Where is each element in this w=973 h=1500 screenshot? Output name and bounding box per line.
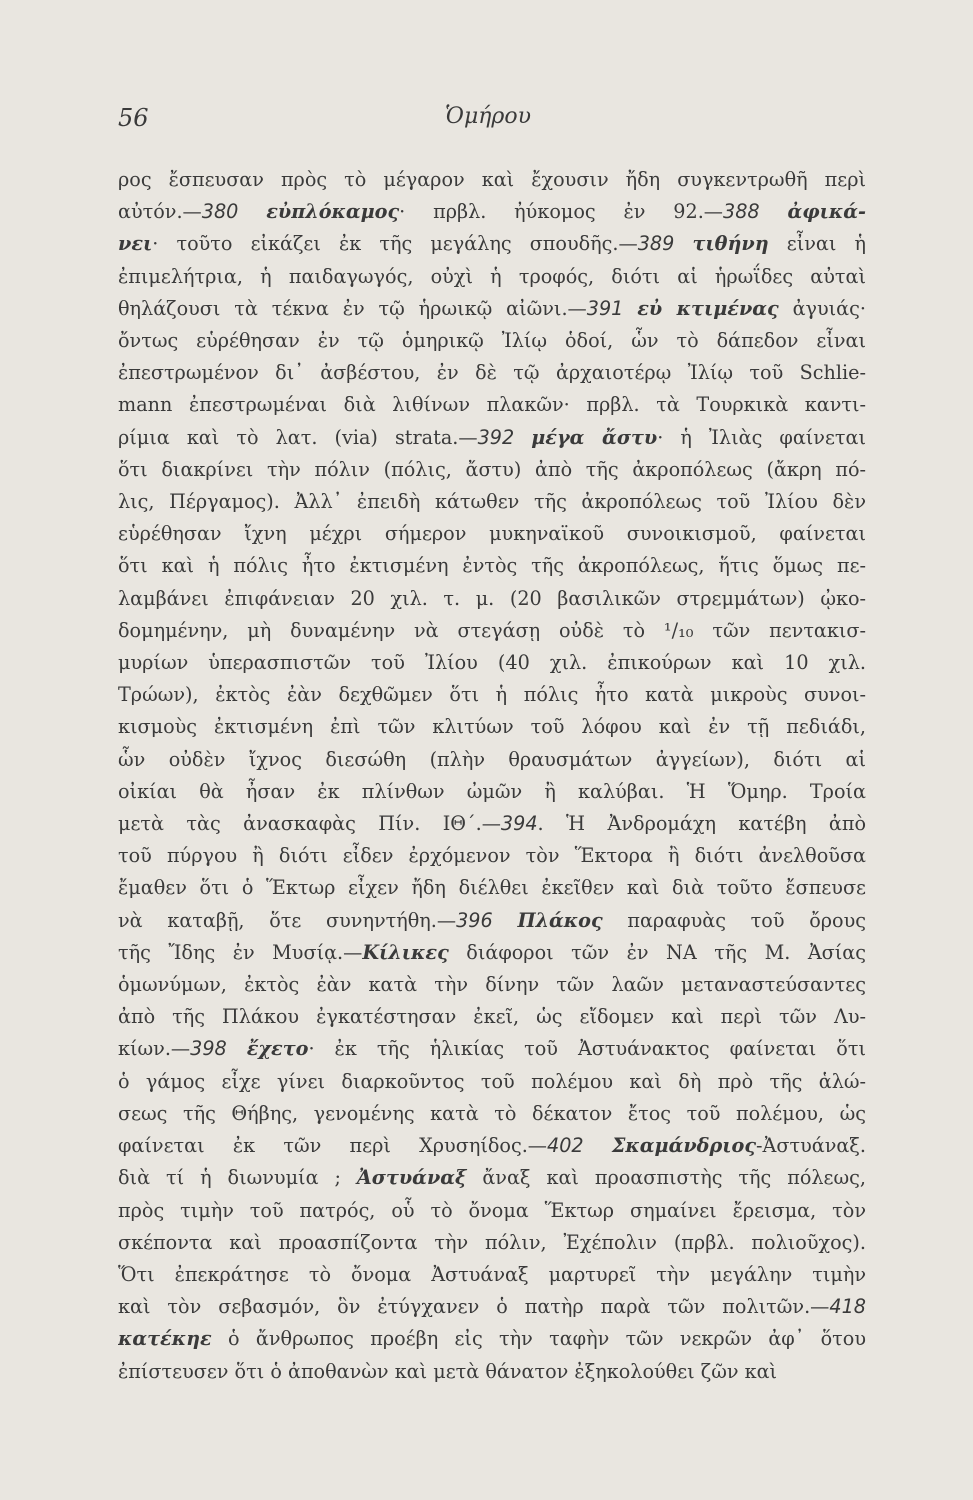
text-segment: παραφυὰς τοῦ ὄρους xyxy=(602,908,866,932)
text-segment: ρίμια καὶ τὸ λατ. (via) strata.— xyxy=(118,425,478,449)
text-segment: λις, Πέργαμος). Ἀλλ᾽ ἐπειδὴ κάτωθεν τῆς ἀκροπόλεως τοῦ Ἰλίου δὲν xyxy=(118,490,866,514)
text-line xyxy=(118,711,866,743)
text-segment: φαίνεται ἐκ τῶν περὶ Χρυσηίδος.— xyxy=(118,1134,547,1158)
text-line xyxy=(118,228,866,260)
text-line xyxy=(118,840,866,872)
text-segment: κίων.— xyxy=(118,1037,191,1061)
text-segment: αὐτόν.— xyxy=(118,200,202,224)
text-line xyxy=(118,1259,866,1291)
text-segment: εὑρέθησαν ἴχνη μέχρι σήμερον μυκηναϊκοῦ συνοικισμοῦ, φαίνεται xyxy=(118,522,866,546)
line-reference-number: 392 xyxy=(477,425,515,449)
line-reference-number: 398 xyxy=(190,1037,227,1061)
text-segment: ὁ ἄνθρωπος προέβη εἰς τὴν ταφὴν τῶν νεκρῶν ἀφ᾽ ὅτου xyxy=(211,1327,866,1351)
line-reference-number: 389 xyxy=(637,232,675,256)
text-line xyxy=(118,518,866,550)
text-segment: δομημένην, μὴ δυναμένην νὰ στεγάσῃ οὐδὲ τὸ ¹/₁₀ τῶν πεντακισ- xyxy=(118,618,866,642)
text-line xyxy=(118,1323,866,1355)
text-line xyxy=(118,196,866,228)
text-segment: θηλάζουσι τὰ τέκνα ἐν τῷ ἡρωικῷ αἰῶνι.— xyxy=(118,296,587,320)
text-segment: ρος ἔσπευσαν πρὸς τὸ μέγαρον καὶ ἔχουσιν ἤδη συγκεντρωθῆ περὶ xyxy=(118,168,866,191)
page-number: 56 xyxy=(118,104,149,132)
text-segment: ἐπιμελήτρια, ἡ παιδαγωγός, οὐχὶ ἡ τροφός, διότι αἱ ἡρωΐδες αὐταὶ xyxy=(118,264,866,288)
text-segment: λαμβάνει ἐπιφάνειαν 20 χιλ. τ. μ. (20 βασιλικῶν στρεμμάτων) ᾠκο- xyxy=(118,586,866,610)
line-reference-number: 391 xyxy=(586,296,624,320)
text-line xyxy=(118,1130,866,1162)
text-line xyxy=(118,583,866,615)
text-segment: ὄντως εὑρέθησαν ἐν τῷ ὁμηρικῷ Ἰλίῳ ὁδοί, ὧν τὸ δάπεδον εἶναι xyxy=(118,329,866,353)
text-line xyxy=(118,872,866,904)
text-line xyxy=(118,454,866,486)
text-segment: ἀγυιάς· xyxy=(778,296,866,320)
text-line xyxy=(118,776,866,808)
text-segment: ἄναξ καὶ προασπιστὴς τῆς πόλεως, xyxy=(466,1166,866,1190)
lemma-term: ἀφικά- xyxy=(787,200,866,224)
text-segment: Τρώων), ἐκτὸς ἐὰν δεχθῶμεν ὅτι ἡ πόλις ἦτο κατὰ μικροὺς συνοι- xyxy=(118,683,866,707)
text-segment xyxy=(227,1037,247,1060)
lemma-term: νει xyxy=(118,232,153,256)
text-segment: ὧν οὐδὲν ἴχνος διεσώθη (πλὴν θραυσμάτων ἀγγείων), διότι αἱ xyxy=(118,747,866,771)
text-line xyxy=(118,808,866,840)
lemma-term: ἔχετο xyxy=(246,1037,309,1061)
text-segment: νὰ καταβῇ, ὅτε συνηντήθη.— xyxy=(118,908,457,932)
commentary-text xyxy=(118,164,866,1388)
text-line xyxy=(118,550,866,582)
text-line xyxy=(118,1098,866,1130)
lemma-term: Πλάκος xyxy=(517,908,603,932)
text-line xyxy=(118,293,866,325)
line-reference-number: 402 xyxy=(546,1134,584,1158)
text-segment: ὁμωνύμων, ἐκτὸς ἐὰν κατὰ τὴν δίνην τῶν λαῶν μεταναστεύσαντες xyxy=(118,973,866,997)
text-segment: mann ἐπεστρωμέναι διὰ λιθίνων πλακῶν· πρβλ. τὰ Τουρκικὰ καντι- xyxy=(118,393,866,417)
text-segment: καὶ τὸν σεβασμόν, ὃν ἐτύγχανεν ὁ πατὴρ παρὰ τῶν πολιτῶν.— xyxy=(118,1295,830,1319)
text-segment xyxy=(674,232,692,255)
text-line xyxy=(118,164,866,196)
text-line xyxy=(118,325,866,357)
text-segment: . Ἡ Ἀνδρομάχη κατέβη ἀπὸ xyxy=(537,812,866,836)
text-segment: -Ἀστυάναξ. xyxy=(756,1134,866,1158)
text-line xyxy=(118,905,866,937)
running-header xyxy=(112,98,864,138)
text-segment: ὅτι καὶ ἡ πόλις ἦτο ἐκτισμένη ἐντὸς τῆς ἀκροπόλεως, ἥτις ὅμως πε- xyxy=(118,554,866,578)
text-line xyxy=(118,261,866,293)
text-segment: ὅτι διακρίνει τὴν πόλιν (πόλις, ἄστυ) ἀπὸ τῆς ἀκροπόλεως (ἄκρη πό- xyxy=(118,457,866,481)
lemma-term: μέγα ἄστυ xyxy=(531,425,658,449)
text-segment: εἶναι ἡ xyxy=(768,232,866,256)
text-segment: πρὸς τιμὴν τοῦ πατρός, οὗ τὸ ὄνομα Ἕκτωρ σημαίνει ἔρεισμα, τὸν xyxy=(118,1198,866,1222)
text-line xyxy=(118,422,866,454)
text-segment: σκέποντα καὶ προασπίζοντα τὴν πόλιν, Ἐχέπολιν (πρβλ. πολιοῦχος). xyxy=(118,1230,866,1254)
text-segment: ἀπὸ τῆς Πλάκου ἐγκατέστησαν ἐκεῖ, ὡς εἴδομεν καὶ περὶ τῶν Λυ- xyxy=(118,1005,866,1029)
text-segment: ἐπίστευσεν ὅτι ὁ ἀποθανὼν καὶ μετὰ θάνατον ἐξηκολούθει ζῶν καὶ xyxy=(118,1359,778,1383)
text-segment: οἰκίαι θὰ ἦσαν ἐκ πλίνθων ὠμῶν ἢ καλύβαι. Ἡ Ὅμηρ. Τροία xyxy=(118,779,866,803)
text-segment xyxy=(493,909,518,932)
lemma-term: εὐ κτιμένας xyxy=(637,296,779,320)
text-segment: · ἡ Ἰλιὰς φαίνεται xyxy=(657,425,866,449)
running-title: Ὁμήρου xyxy=(445,104,531,129)
text-segment xyxy=(584,1134,612,1157)
text-segment xyxy=(238,200,266,223)
text-line xyxy=(118,1195,866,1227)
lemma-term: τιθήνη xyxy=(692,232,769,256)
text-segment: · τοῦτο εἰκάζει ἐκ τῆς μεγάλης σπουδῆς.— xyxy=(152,232,638,256)
text-segment: τῆς Ἴδης ἐν Μυσίᾳ.— xyxy=(118,940,363,964)
text-segment: μετὰ τὰς ἀνασκαφὰς Πίν. ΙΘ΄.— xyxy=(118,812,501,836)
text-line xyxy=(118,1291,866,1323)
text-line xyxy=(118,647,866,679)
line-reference-number: 418 xyxy=(829,1295,866,1319)
text-segment: Ὅτι ἐπεκράτησε τὸ ὄνομα Ἀστυάναξ μαρτυρεῖ τὴν μεγάλην τιμὴν xyxy=(118,1262,866,1286)
text-line xyxy=(118,1356,866,1388)
line-reference-number: 380 xyxy=(201,200,239,224)
text-line xyxy=(118,389,866,421)
text-segment: μυρίων ὑπερασπιστῶν τοῦ Ἰλίου (40 χιλ. ἐπικούρων καὶ 10 χιλ. xyxy=(118,651,866,675)
text-segment: διὰ τί ἡ διωνυμία ; xyxy=(118,1166,357,1190)
text-line xyxy=(118,357,866,389)
line-reference-number: 388 xyxy=(723,200,760,224)
text-segment: ἔμαθεν ὅτι ὁ Ἕκτωρ εἶχεν ἤδη διέλθει ἐκεῖθεν καὶ διὰ τοῦτο ἔσπευσε xyxy=(118,876,866,900)
text-segment: · ἐκ τῆς ἡλικίας τοῦ Ἀστυάνακτος φαίνεται ὅτι xyxy=(308,1037,866,1061)
lemma-term: Κίλικες xyxy=(362,940,449,964)
text-segment: σεως τῆς Θήβης, γενομένης κατὰ τὸ δέκατον ἔτος τοῦ πολέμου, ὡς xyxy=(118,1101,866,1125)
text-line xyxy=(118,1066,866,1098)
text-line xyxy=(118,679,866,711)
lemma-term: Ἀστυάναξ xyxy=(356,1166,467,1190)
line-reference-number: 396 xyxy=(456,908,493,932)
lemma-term: κατέκηε xyxy=(118,1327,212,1351)
text-segment: · πρβλ. ἠύκομος ἐν 92.— xyxy=(399,200,723,224)
text-segment: τοῦ πύργου ἢ διότι εἶδεν ἐρχόμενον τὸν Ἕκτορα ἢ διότι ἀνελθοῦσα xyxy=(118,844,866,868)
text-segment xyxy=(514,426,531,449)
text-segment: κισμοὺς ἐκτισμένη ἐπὶ τῶν κλιτύων τοῦ λόφου καὶ ἐν τῇ πεδιάδι, xyxy=(118,715,866,739)
text-line xyxy=(118,1162,866,1194)
text-line xyxy=(118,1227,866,1259)
text-segment: διάφοροι τῶν ἐν ΝΑ τῆς Μ. Ἀσίας xyxy=(448,940,866,964)
lemma-term: εὐπλόκαμος xyxy=(266,200,400,224)
text-line xyxy=(118,486,866,518)
lemma-term: Σκαμάνδριος xyxy=(611,1134,757,1158)
text-line xyxy=(118,1033,866,1065)
text-segment xyxy=(760,200,788,223)
text-segment: ἐπεστρωμένον δι᾽ ἀσβέστου, ἐν δὲ τῷ ἀρχαιοτέρῳ Ἰλίῳ τοῦ Schlie- xyxy=(118,361,866,385)
text-line xyxy=(118,969,866,1001)
text-segment: ὁ γάμος εἶχε γίνει διαρκοῦντος τοῦ πολέμου καὶ δὴ πρὸ τῆς ἁλώ- xyxy=(118,1069,866,1093)
text-line xyxy=(118,744,866,776)
line-reference-number: 394 xyxy=(500,812,538,836)
text-line xyxy=(118,615,866,647)
text-line xyxy=(118,1001,866,1033)
text-line xyxy=(118,937,866,969)
text-segment xyxy=(623,297,637,320)
